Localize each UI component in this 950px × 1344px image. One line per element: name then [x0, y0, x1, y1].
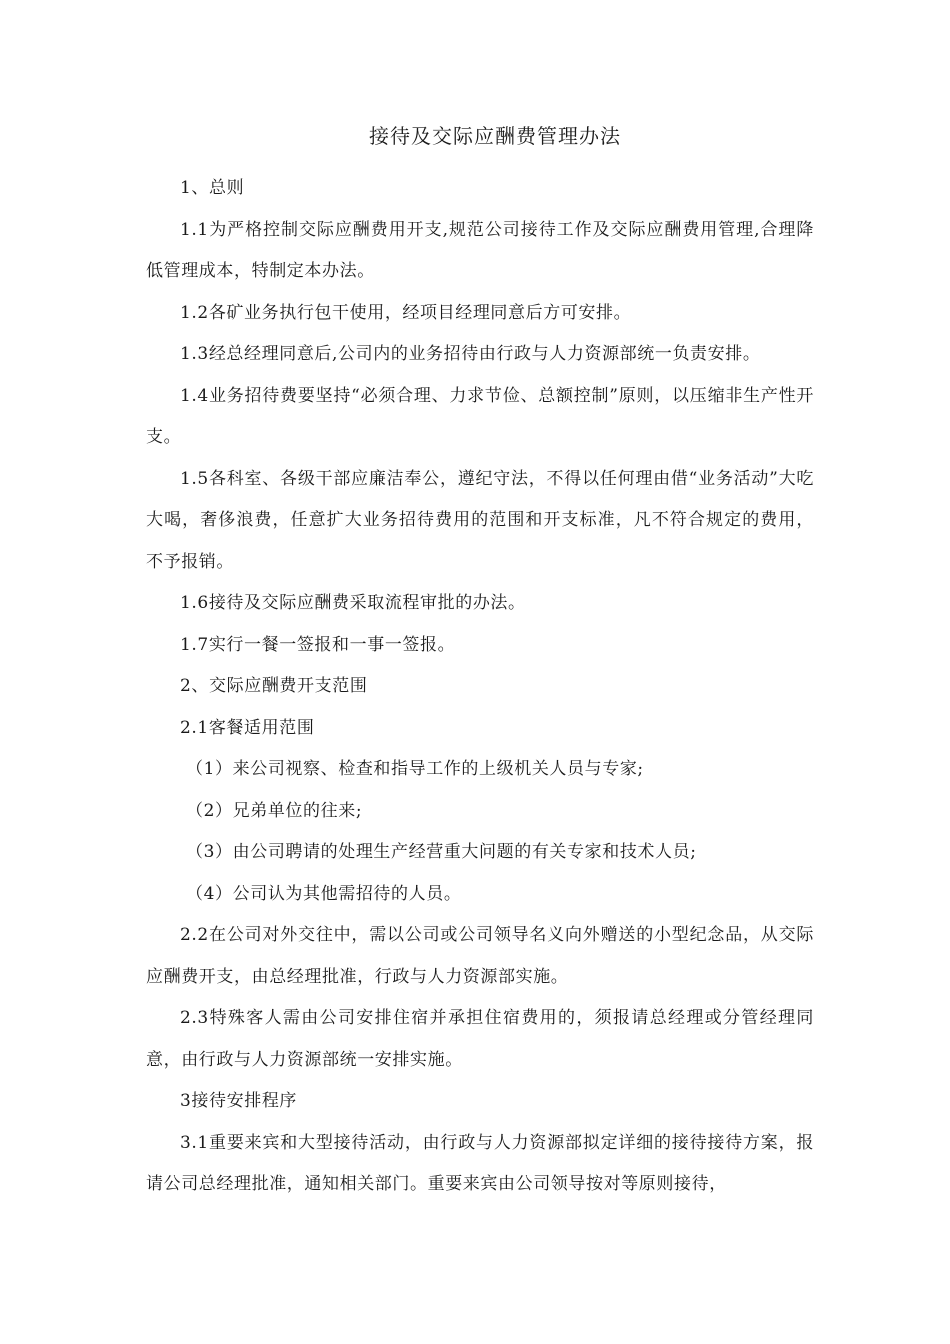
- paragraph: 3.1重要来宾和大型接待活动，由行政与人力资源部拟定详细的接待接待方案，报请公司总经理批准，通知相关部门。重要来宾由公司领导按对等原则接待，: [146, 1132, 814, 1194]
- paragraph: 1.7实行一餐一签报和一事一签报。: [180, 634, 456, 655]
- list-item: （4）公司认为其他需招待的人员。: [186, 883, 462, 904]
- paragraph: 1.5各科室、各级干部应廉洁奉公，遵纪守法，不得以任何理由借“业务活动”大吃大喝，奢侈浪费，任意扩大业务招待费用的范围和开支标准，凡不符合规定的费用，不予报销。: [146, 468, 814, 572]
- list-item: （2）兄弟单位的往来;: [186, 800, 363, 821]
- document-title: 接待及交际应酬费管理办法: [369, 124, 621, 148]
- paragraph: 1.6接待及交际应酬费采取流程审批的办法。: [180, 593, 526, 613]
- paragraph: 2.1客餐适用范围: [180, 717, 315, 738]
- list-item: （1）来公司视察、检查和指导工作的上级机关人员与专家;: [186, 759, 644, 779]
- paragraph: 1.1为严格控制交际应酬费用开支,规范公司接待工作及交际应酬费用管理,合理降低管理成本，特制定本办法。: [146, 219, 814, 281]
- paragraph: 3接待安排程序: [180, 1091, 298, 1111]
- list-item: （3）由公司聘请的处理生产经营重大问题的有关专家和技术人员;: [186, 842, 697, 862]
- paragraph: 1.4业务招待费要坚持“必须合理、力求节俭、总额控制”原则，以压缩非生产性开支。: [146, 385, 814, 447]
- document-body: [146, 168, 814, 1206]
- paragraph: 1、总则: [180, 178, 245, 198]
- paragraph: 2、交际应酬费开支范围: [180, 676, 368, 696]
- paragraph: 1.2各矿业务执行包干使用，经项目经理同意后方可安排。: [180, 302, 632, 323]
- paragraph: 2.2在公司对外交往中，需以公司或公司领导名义向外赠送的小型纪念品，从交际应酬费开支，由总经理批准，行政与人力资源部实施。: [146, 925, 814, 987]
- paragraph: 2.3特殊客人需由公司安排住宿并承担住宿费用的，须报请总经理或分管经理同意，由行政与人力资源部统一安排实施。: [146, 1008, 814, 1070]
- paragraph: 1.3经总经理同意后,公司内的业务招待由行政与人力资源部统一负责安排。: [180, 344, 761, 364]
